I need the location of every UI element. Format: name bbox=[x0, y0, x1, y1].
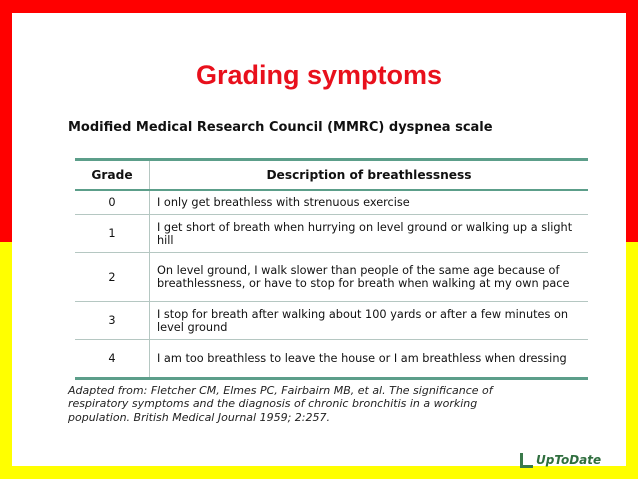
slide-title: Grading symptoms bbox=[195, 60, 443, 90]
description-cell: I only get breathless with strenuous exercise bbox=[157, 196, 410, 209]
grade-column-header: Grade bbox=[75, 161, 150, 190]
grade-cell: 2 bbox=[75, 253, 150, 302]
scale-title: Modified Medical Research Council (MMRC) dyspnea scale bbox=[68, 120, 493, 135]
grade-cell: 3 bbox=[75, 302, 150, 340]
grade-cell: 0 bbox=[75, 190, 150, 215]
description-column-header: Description of breathlessness bbox=[150, 161, 589, 190]
slide-panel bbox=[12, 13, 626, 466]
citation-text: Adapted from: Fletcher CM, Elmes PC, Fairbairn MB, et al. The significance of respiratory symptoms and the diagnosis of chronic bronchitis in a working population. British Medical Journal 1959; 2:257. bbox=[68, 384, 493, 424]
uptodate-logo-icon bbox=[520, 453, 533, 468]
grade-cell: 1 bbox=[75, 215, 150, 253]
table-header-row bbox=[75, 161, 588, 190]
uptodate-logo-text: UpToDate bbox=[536, 453, 602, 467]
table-row bbox=[75, 253, 588, 302]
table-row bbox=[75, 190, 588, 215]
table-row bbox=[75, 215, 588, 253]
description-cell: I am too breathless to leave the house or I am breathless when dressing bbox=[150, 340, 589, 378]
description-cell: I stop for breath after walking about 100 yards or after a few minutes on level ground bbox=[150, 302, 589, 340]
description-cell: I get short of breath when hurrying on level ground or walking up a slight hill bbox=[150, 215, 589, 253]
grade-cell: 4 bbox=[75, 340, 150, 378]
table-row bbox=[75, 302, 588, 340]
uptodate-logo bbox=[520, 450, 601, 470]
dyspnea-scale-table bbox=[75, 158, 588, 380]
table-row bbox=[75, 340, 588, 378]
description-cell: On level ground, I walk slower than people of the same age because of breathlessness, or have to stop for breath when walking at my own pace bbox=[150, 253, 589, 302]
